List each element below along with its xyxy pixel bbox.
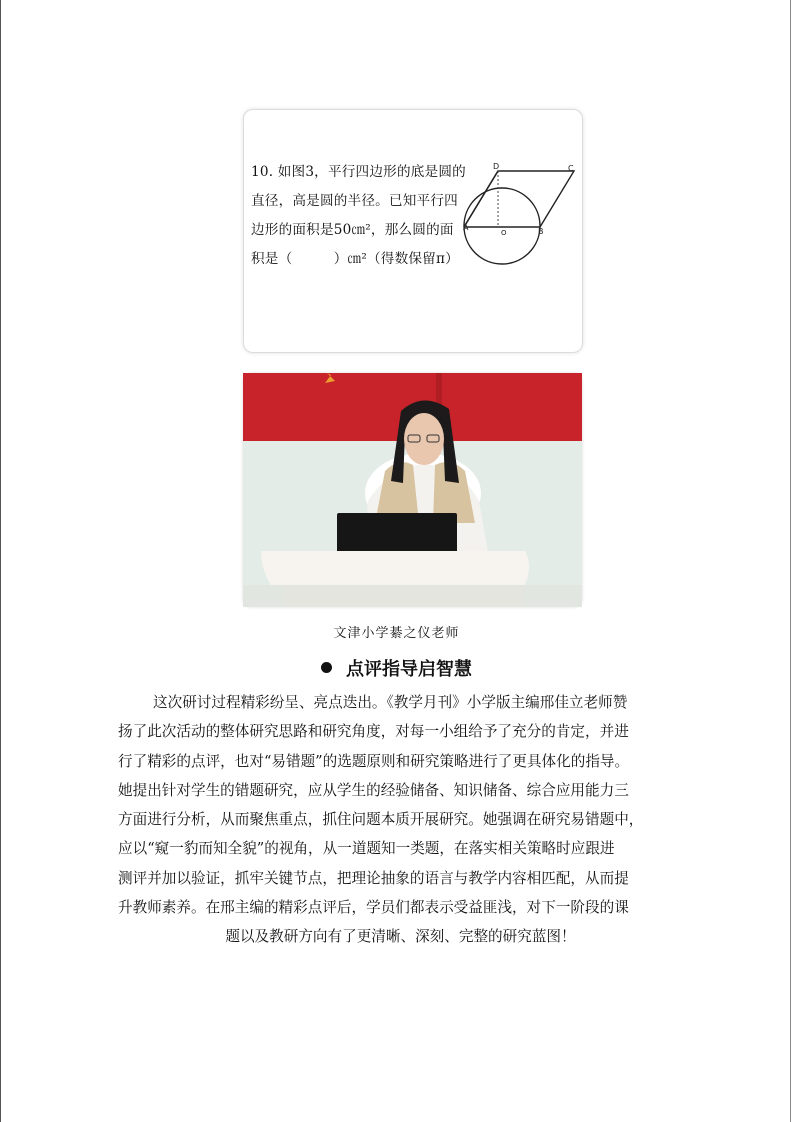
- paragraph-line: 这次研讨过程精彩纷呈、亮点迭出。《教学月刊》小学版主编邢佳立老师赞: [153, 694, 628, 711]
- paragraph-line: 方面进行分析，从而聚焦重点，抓住问题本质开展研究。她强调在研究易错题中，: [118, 811, 644, 829]
- point-label-o: O: [501, 229, 507, 237]
- section-heading: [0, 655, 793, 681]
- problem-line: 边形的面积是50㎝²，那么圆的面: [251, 222, 454, 238]
- point-label-d: D: [493, 162, 500, 171]
- page-border-left: [0, 0, 1, 1122]
- paragraph-line: 应以“窥一豹而知全貌”的视角，从一道题知一类题，在落实相关策略时应跟进: [118, 840, 615, 858]
- point-label-a: A: [463, 223, 469, 232]
- bullet-icon: [321, 662, 332, 673]
- paragraph-line: 扬了此次活动的整体研究思路和研究角度，对每一小组给予了充分的肯定，并进: [118, 723, 629, 741]
- point-label-b: B: [538, 227, 544, 236]
- math-problem-figure: [243, 109, 583, 353]
- paragraph-line: 她提出针对学生的错题研究，应从学生的经验储备、知识储备、综合应用能力三: [118, 781, 629, 799]
- parallelogram-circle-diagram: [464, 160, 576, 280]
- paragraph-line: 题以及教研方向有了更清晰、深刻、完整的研究蓝图！: [225, 928, 576, 946]
- page-border-right: [790, 0, 791, 1122]
- problem-text: [251, 158, 466, 274]
- paragraph-line: 测评并加以验证，抓牢关键节点，把理论抽象的语言与教学内容相匹配，从而提: [118, 869, 629, 887]
- point-label-c: C: [568, 164, 574, 173]
- teacher-photo: [243, 373, 582, 607]
- body-paragraph: [118, 688, 683, 952]
- teacher-at-podium-photo-icon: [243, 373, 582, 607]
- paragraph-line: 行了精彩的点评，也对“易错题”的选题原则和研究策略进行了更具体化的指导。: [118, 752, 630, 770]
- problem-line: 积是（ ）㎝²（得数保留π）: [251, 251, 459, 267]
- photo-caption: 文津小学綦之仪老师: [333, 626, 460, 641]
- problem-line: 10. 如图3，平行四边形的底是圆的: [251, 164, 466, 180]
- section-heading-text: 点评指导启智慧: [346, 659, 472, 680]
- paragraph-line: 升教师素养。在邢主编的精彩点评后，学员们都表示受益匪浅，对下一阶段的课: [118, 899, 629, 917]
- problem-line: 直径，高是圆的半径。已知平行四: [251, 193, 458, 209]
